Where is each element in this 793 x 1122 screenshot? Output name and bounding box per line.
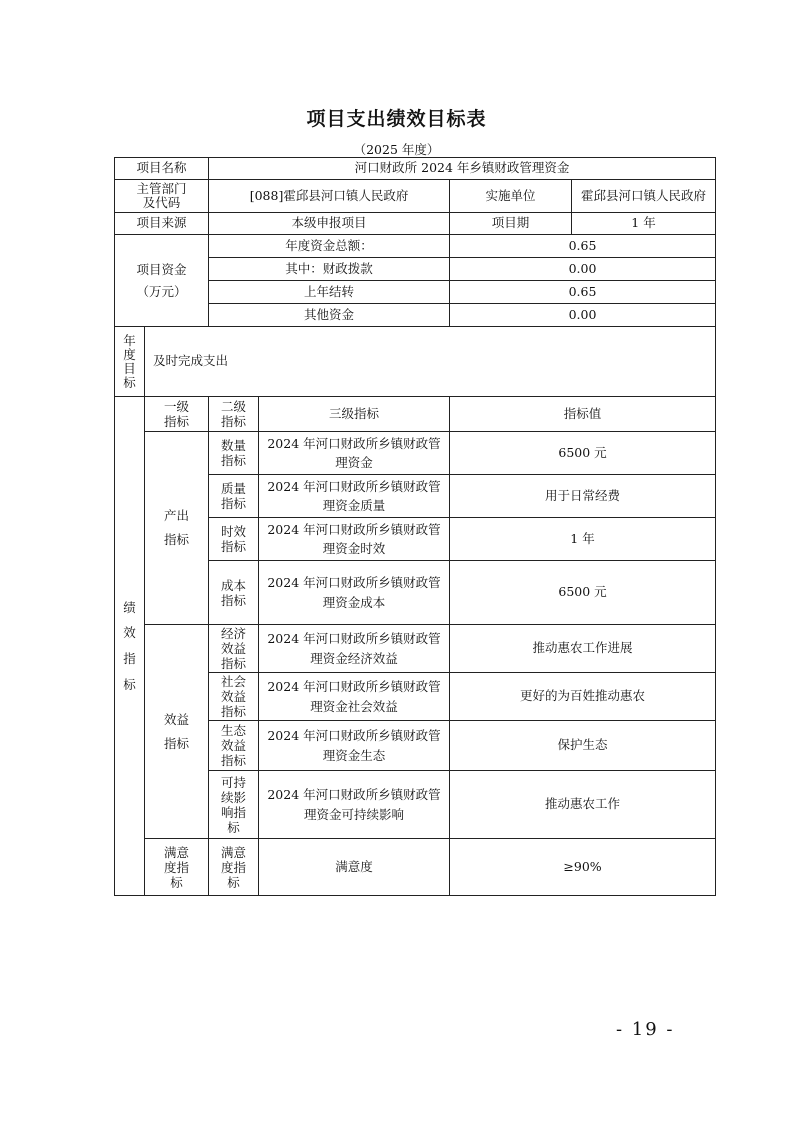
row-indicator-header bbox=[115, 397, 716, 432]
indicator-value: 更好的为百姓推动惠农 bbox=[450, 673, 716, 721]
label-funds: 项目资金 （万元） bbox=[115, 235, 209, 327]
level3-label: 满意度 bbox=[259, 839, 450, 896]
indicator-value: 1 年 bbox=[450, 518, 716, 561]
label-fiscal: 其中：财政拨款 bbox=[209, 258, 450, 281]
header-level2: 二级 指标 bbox=[209, 397, 259, 432]
label-project-name: 项目名称 bbox=[115, 158, 209, 180]
level2-label: 经济 效益 指标 bbox=[209, 625, 259, 673]
header-level1: 一级 指标 bbox=[145, 397, 209, 432]
value-annual-total: 0.65 bbox=[450, 235, 716, 258]
label-dept: 主管部门 及代码 bbox=[115, 180, 209, 213]
label-source: 项目来源 bbox=[115, 213, 209, 235]
indicator-value: ≥90% bbox=[450, 839, 716, 896]
level3-label: 2024 年河口财政所乡镇财政管 理资金质量 bbox=[259, 475, 450, 518]
level3-label: 2024 年河口财政所乡镇财政管 理资金 bbox=[259, 432, 450, 475]
performance-table bbox=[114, 157, 716, 896]
group-label-output: 产出 指标 bbox=[145, 432, 209, 625]
value-last-year: 0.65 bbox=[450, 281, 716, 304]
header-value: 指标值 bbox=[450, 397, 716, 432]
indicator-row bbox=[115, 839, 716, 896]
value-source: 本级申报项目 bbox=[209, 213, 450, 235]
indicator-row bbox=[115, 625, 716, 673]
year-subtitle: （2025 年度） bbox=[353, 142, 440, 157]
label-perf-indicators: 绩 效 指 标 bbox=[115, 397, 145, 896]
value-annual-goal: 及时完成支出 bbox=[145, 327, 716, 397]
label-last-year: 上年结转 bbox=[209, 281, 450, 304]
label-annual-total: 年度资金总额： bbox=[209, 235, 450, 258]
level2-label: 时效 指标 bbox=[209, 518, 259, 561]
page-number: - 19 - bbox=[616, 1019, 675, 1040]
group-label-benefit: 效益 指标 bbox=[145, 625, 209, 839]
indicator-row bbox=[115, 432, 716, 475]
indicator-value: 6500 元 bbox=[450, 561, 716, 625]
row-project-name bbox=[115, 158, 716, 180]
level2-label: 社会 效益 指标 bbox=[209, 673, 259, 721]
label-period: 项目期 bbox=[450, 213, 572, 235]
indicator-value: 保护生态 bbox=[450, 721, 716, 771]
value-other: 0.00 bbox=[450, 304, 716, 327]
header-level3: 三级指标 bbox=[259, 397, 450, 432]
value-fiscal: 0.00 bbox=[450, 258, 716, 281]
row-dept bbox=[115, 180, 716, 213]
level3-label: 2024 年河口财政所乡镇财政管 理资金时效 bbox=[259, 518, 450, 561]
group-label-satisfaction: 满意 度指 标 bbox=[145, 839, 209, 896]
level3-label: 2024 年河口财政所乡镇财政管 理资金生态 bbox=[259, 721, 450, 771]
value-project-name: 河口财政所 2024 年乡镇财政管理资金 bbox=[209, 158, 716, 180]
indicator-value: 推动惠农工作 bbox=[450, 771, 716, 839]
level2-label: 满意 度指 标 bbox=[209, 839, 259, 896]
level3-label: 2024 年河口财政所乡镇财政管 理资金经济效益 bbox=[259, 625, 450, 673]
indicator-value: 推动惠农工作进展 bbox=[450, 625, 716, 673]
level2-label: 可持 续影 响指 标 bbox=[209, 771, 259, 839]
row-source bbox=[115, 213, 716, 235]
row-annual-goal bbox=[115, 327, 716, 397]
label-other: 其他资金 bbox=[209, 304, 450, 327]
level2-label: 成本 指标 bbox=[209, 561, 259, 625]
level3-label: 2024 年河口财政所乡镇财政管 理资金社会效益 bbox=[259, 673, 450, 721]
level3-label: 2024 年河口财政所乡镇财政管 理资金可持续影响 bbox=[259, 771, 450, 839]
level2-label: 生态 效益 指标 bbox=[209, 721, 259, 771]
page-title: 项目支出绩效目标表 bbox=[306, 108, 487, 130]
label-annual-goal: 年 度 目 标 bbox=[115, 327, 145, 397]
value-dept: [088]霍邱县河口镇人民政府 bbox=[209, 180, 450, 213]
label-impl-unit: 实施单位 bbox=[450, 180, 572, 213]
level2-label: 质量 指标 bbox=[209, 475, 259, 518]
value-period: 1 年 bbox=[572, 213, 716, 235]
indicator-value: 6500 元 bbox=[450, 432, 716, 475]
value-impl-unit: 霍邱县河口镇人民政府 bbox=[572, 180, 716, 213]
indicator-value: 用于日常经费 bbox=[450, 475, 716, 518]
level2-label: 数量 指标 bbox=[209, 432, 259, 475]
level3-label: 2024 年河口财政所乡镇财政管 理资金成本 bbox=[259, 561, 450, 625]
row-annual-total bbox=[115, 235, 716, 258]
